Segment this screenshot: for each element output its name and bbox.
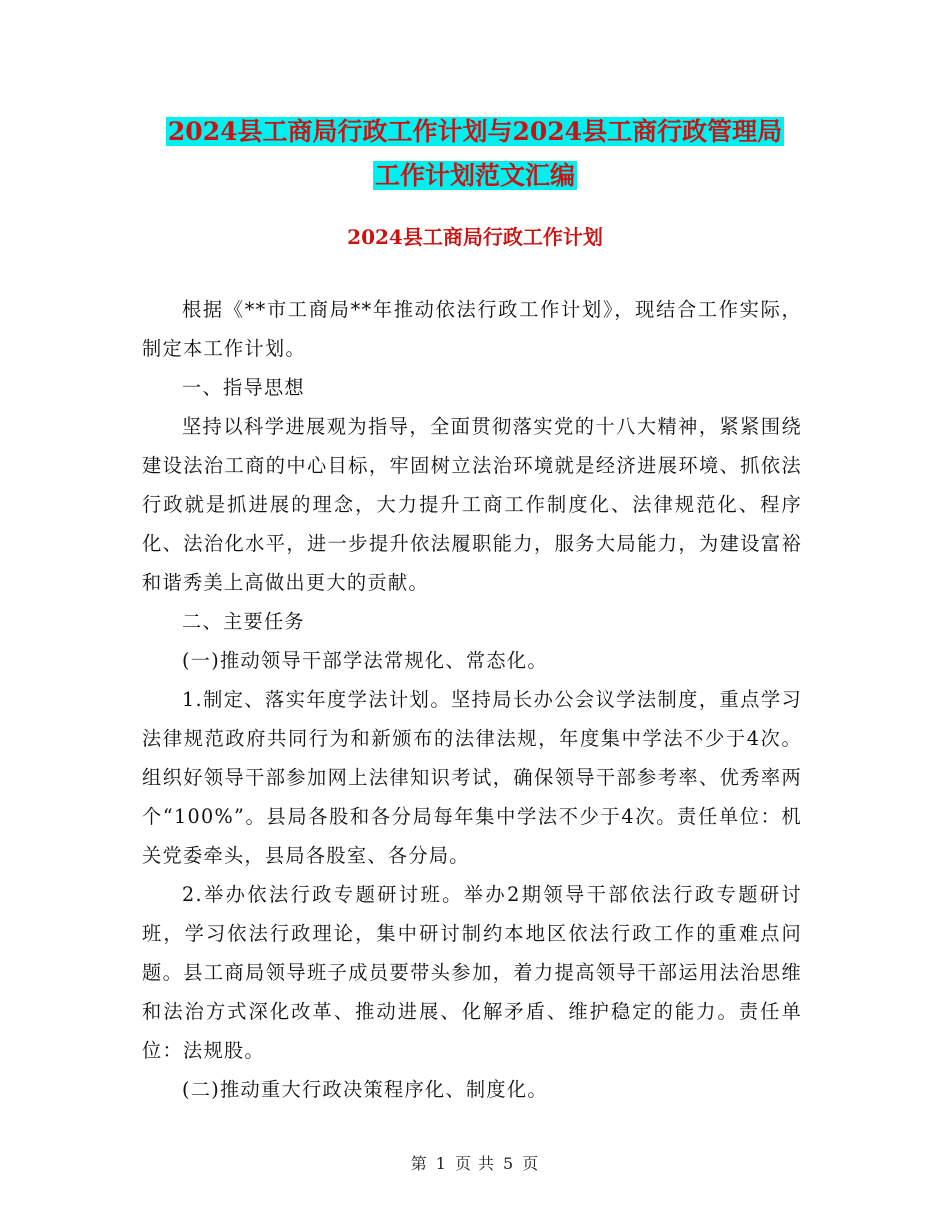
page-number: 1 (435, 1154, 447, 1173)
document-title-line-1 (0, 112, 950, 152)
paragraph: 2.举办依法行政专题研讨班。举办2期领导干部依法行政专题研讨班，学习依法行政理论，集中研讨制约本地区依法行政工作的重难点问题。县工商局领导班子成员要带头参加，着力提高领导干部运用法治思维和法治方式深化改革、推动进展、化解矛盾、维护稳定的能力。责任单位：法规股。 (142, 883, 802, 1062)
paragraph: 根据《**市工商局**年推动依法行政工作计划》，现结合工作实际，制定本工作计划。 (142, 298, 802, 360)
footer-middle: 页 共 (454, 1154, 496, 1173)
paragraph: 坚持以科学进展观为指导，全面贯彻落实党的十八大精神，紧紧围绕建设法治工商的中心目标，牢固树立法治环境就是经济进展环境、抓依法行政就是抓进展的理念，大力提升工商工作制度化、法律规范化、程序化、法治化水平，进一步提升依法履职能力，服务大局能力，为建设富裕和谐秀美上高做出更大的贡献。 (142, 415, 802, 594)
heading-guiding-thought: 一、指导思想 (182, 376, 305, 399)
document-title-line-2-text: 工作计划范文汇编 (374, 161, 575, 190)
section-title: 2024县工商局行政工作计划 (347, 225, 603, 249)
heading-main-tasks: 二、主要任务 (182, 610, 305, 633)
subheading: (二)推动重大行政决策程序化、制度化。 (182, 1078, 548, 1101)
footer-prefix: 第 (410, 1154, 428, 1173)
paragraph: 1.制定、落实年度学法计划。坚持局长办公会议学法制度，重点学习法律规范政府共同行为和新颁布的法律法规，年度集中学法不少于4次。组织好领导干部参加网上法律知识考试，确保领导干部参考率、优秀率两个“100%”。县局各股和各分局每年集中学法不少于4次。责任单位：机关党委牵头，县局各股室、各分局。 (142, 688, 802, 867)
total-pages: 5 (503, 1154, 515, 1173)
page-footer (0, 1152, 950, 1176)
document-body (142, 290, 802, 1109)
document-title-line-1-text: 2024县工商局行政工作计划与2024县工商行政管理局 (167, 117, 783, 146)
footer-suffix: 页 (522, 1154, 540, 1173)
subheading: (一)推动领导干部学法常规化、常态化。 (182, 649, 548, 672)
document-title-line-2 (0, 156, 950, 196)
